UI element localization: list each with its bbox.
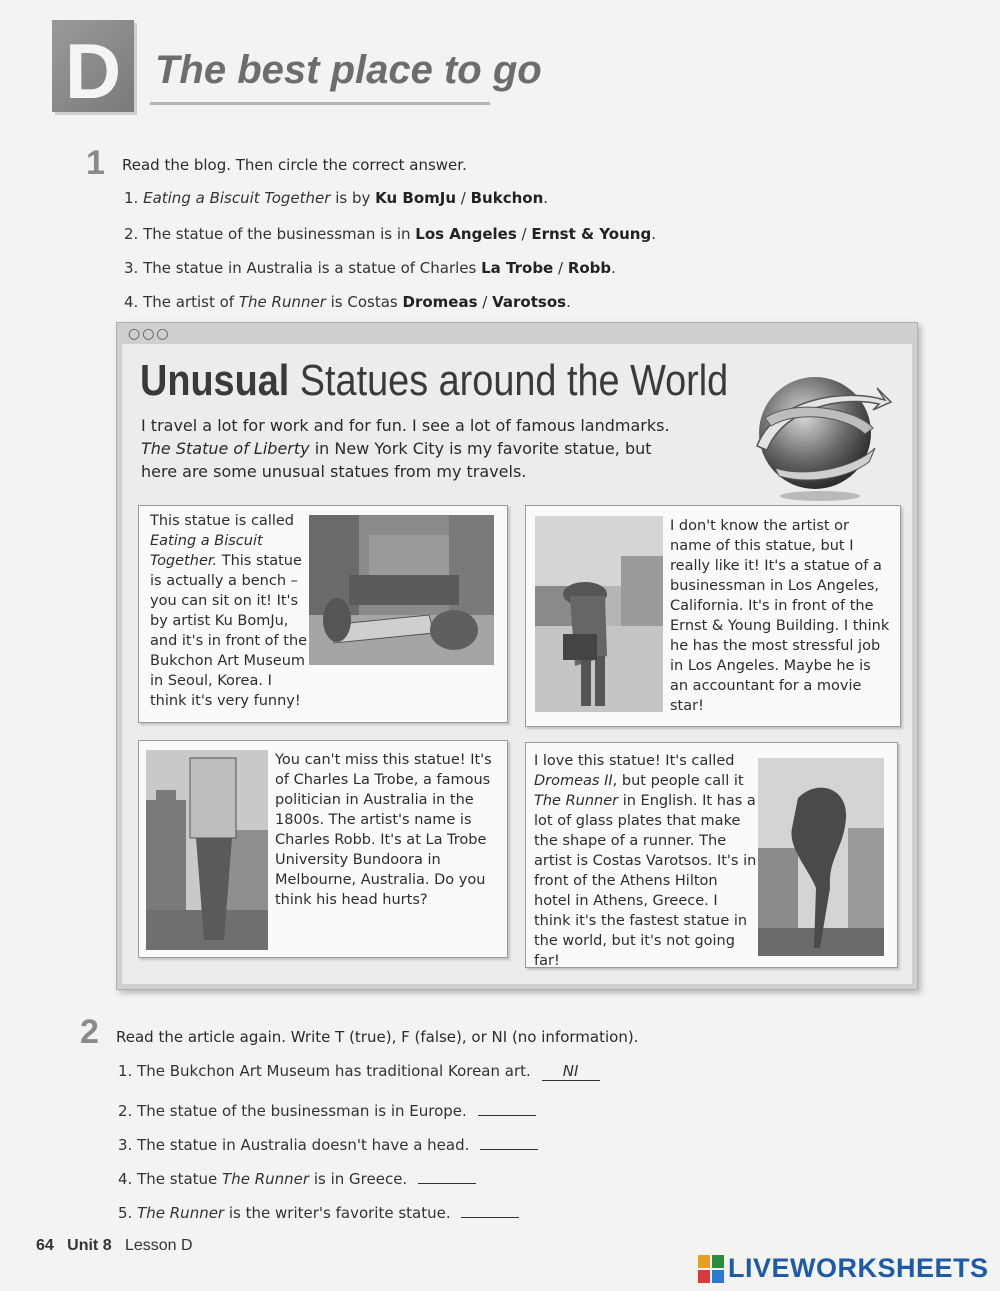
ex2-item-4: 4. The statue The Runner is in Greece. — [118, 1165, 476, 1188]
ex1-item-2: 2. The statue of the businessman is in Los Angeles / Ernst & Young. — [124, 225, 656, 243]
photo-businessman-statue — [535, 516, 663, 712]
liveworksheets-watermark[interactable]: LIVEWORKSHEETS — [728, 1253, 989, 1283]
unit-label: Unit 8 — [67, 1237, 112, 1254]
title-underline — [150, 102, 490, 105]
ex2-5-answer-field[interactable] — [461, 1199, 519, 1218]
ex2-item-1: 1. The Bukchon Art Museum has traditional Korean art. NI — [118, 1062, 600, 1081]
ex1-4-option-a[interactable]: Dromeas — [402, 293, 478, 311]
ex2-4-answer-field[interactable] — [418, 1165, 476, 1184]
exercise-2-number: 2 — [80, 1013, 99, 1051]
photo-la-trobe-statue — [146, 750, 268, 950]
ex1-2-option-a[interactable]: Los Angeles — [415, 225, 517, 243]
page-number: 64 — [36, 1237, 54, 1254]
ex1-3-option-a[interactable]: La Trobe — [481, 259, 554, 277]
liveworksheets-logo-icon — [698, 1255, 724, 1283]
blog-intro: I travel a lot for work and for fun. I see a lot of famous landmarks. The Statue of Liberty in New York City is my favorite statue, but here are some unusual statues from my travels. — [141, 416, 670, 481]
exercise-1-instruction: Read the blog. Then circle the correct answer. — [122, 156, 467, 174]
ex1-1-option-b[interactable]: Bukchon — [470, 189, 544, 207]
ex2-item-2: 2. The statue of the businessman is in Europe. — [118, 1097, 536, 1120]
window-controls: ○○○ — [128, 326, 171, 342]
card-1-text: This statue is called Eating a Biscuit Together. This statue is actually a bench – you can sit on it! It's by artist Ku BomJu, and it's in front of the Bukchon Art Museum in Seoul, Korea. I think it's very funny! — [150, 513, 308, 709]
globe-arrow-icon — [745, 358, 895, 508]
ex2-item-3: 3. The statue in Australia doesn't have a head. — [118, 1131, 538, 1154]
section-letter-badge — [52, 20, 134, 115]
ex1-1-option-a[interactable]: Ku BomJu — [375, 189, 457, 207]
ex1-item-4: 4. The artist of The Runner is Costas Dromeas / Varotsos. — [124, 293, 571, 311]
ex2-2-answer-field[interactable] — [478, 1097, 536, 1116]
page-footer — [36, 1237, 193, 1255]
ex2-3-answer-field[interactable] — [480, 1131, 538, 1150]
exercise-1-number: 1 — [86, 144, 105, 182]
section-letter: D — [64, 27, 122, 115]
lesson-label: Lesson D — [124, 1237, 193, 1254]
ex1-4-option-b[interactable]: Varotsos — [492, 293, 567, 311]
ex2-item-5: 5. The Runner is the writer's favorite statue. — [118, 1199, 519, 1222]
ex1-2-option-b[interactable]: Ernst & Young — [531, 225, 652, 243]
card-3-text: You can't miss this statue! It's of Charles La Trobe, a famous politician in Australia in the 1800s. The artist's name is Charles Robb. It's at La Trobe University Bundoora in Melbourne, Australia. Do you think his head hurts? — [275, 752, 492, 908]
ex1-item-3: 3. The statue in Australia is a statue of Charles La Trobe / Robb. — [124, 259, 616, 277]
photo-biscuit-statue — [309, 515, 494, 665]
card-4-text: I love this statue! It's called Dromeas II, but people call it The Runner in English. It has a lot of glass plates that make the shape of a runner. The artist is Costas Varotsos. It's in front of the Athens Hilton hotel in Athens, Greece. I think it's the fastest statue in the world, but it's not going far! — [534, 753, 757, 969]
section-title: The best place to go — [155, 48, 542, 92]
exercise-2-instruction: Read the article again. Write T (true), F (false), or NI (no information). — [116, 1028, 639, 1046]
ex1-3-option-b[interactable]: Robb — [567, 259, 612, 277]
ex2-1-answer-field[interactable]: NI — [542, 1062, 600, 1081]
card-2-text: I don't know the artist or name of this statue, but I really like it! It's a statue of a businessman in Los Angeles, California. It's in front of the Ernst & Young Building. I think he has the most stressful job in Los Angeles. Maybe he is an accountant for a movie star! — [670, 518, 890, 714]
photo-runner-statue — [758, 758, 884, 956]
blog-title: Unusual Statues around the World — [140, 356, 729, 405]
ex1-item-1: 1. Eating a Biscuit Together is by Ku BomJu / Bukchon. — [124, 189, 549, 207]
